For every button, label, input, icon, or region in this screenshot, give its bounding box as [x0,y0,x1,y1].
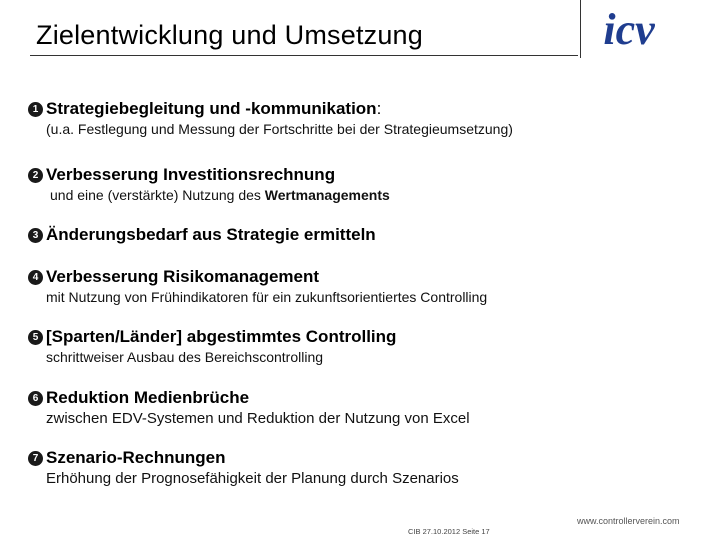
item-subtext: (u.a. Festlegung und Messung der Fortschritte bei der Strategieumsetzung) [46,121,513,137]
item-heading: [Sparten/Länder] abgestimmtes Controlling [46,327,397,346]
footer-page-info: CIB 27.10.2012 Seite 17 [408,527,490,536]
number-badge: 1 [28,102,43,117]
slide-title: Zielentwicklung und Umsetzung [36,20,423,50]
item-subtext: zwischen EDV-Systemen und Reduktion der Nutzung von Excel [46,410,470,427]
title-divider [30,55,578,56]
item-subtext [50,187,390,203]
number-badge: 6 [28,391,43,406]
item-heading: Reduktion Medienbrüche [46,388,250,407]
item-heading-suffix: : [376,99,382,118]
item-heading: Verbesserung Risikomanagement [46,267,320,286]
item-heading [46,99,381,119]
item-heading: Änderungsbedarf aus Strategie ermitteln [46,225,376,244]
icv-logo-text: icv [603,5,655,54]
number-badge: 5 [28,330,43,345]
number-badge: 3 [28,228,43,243]
item-heading: Szenario-Rechnungen [46,448,226,467]
item-heading-text: Strategiebegleitung und -kommunikation [46,99,377,118]
item-subtext-bold: Wertmanagements [264,187,390,203]
item-subtext: Erhöhung der Prognosefähigkeit der Planung durch Szenarios [46,470,459,487]
logo-divider [580,0,581,58]
number-badge: 7 [28,451,43,466]
item-subtext: schrittweiser Ausbau des Bereichscontrolling [46,349,324,365]
item-subtext-prefix: und eine (verstärkte) Nutzung des [50,187,265,203]
item-heading: Verbesserung Investitionsrechnung [46,165,336,184]
item-subtext: mit Nutzung von Frühindikatoren für ein zukunftsorientiertes Controlling [46,289,488,305]
number-badge: 4 [28,270,43,285]
number-badge: 2 [28,168,43,183]
footer-url: www.controllerverein.com [577,516,680,526]
icv-logo [585,4,673,54]
